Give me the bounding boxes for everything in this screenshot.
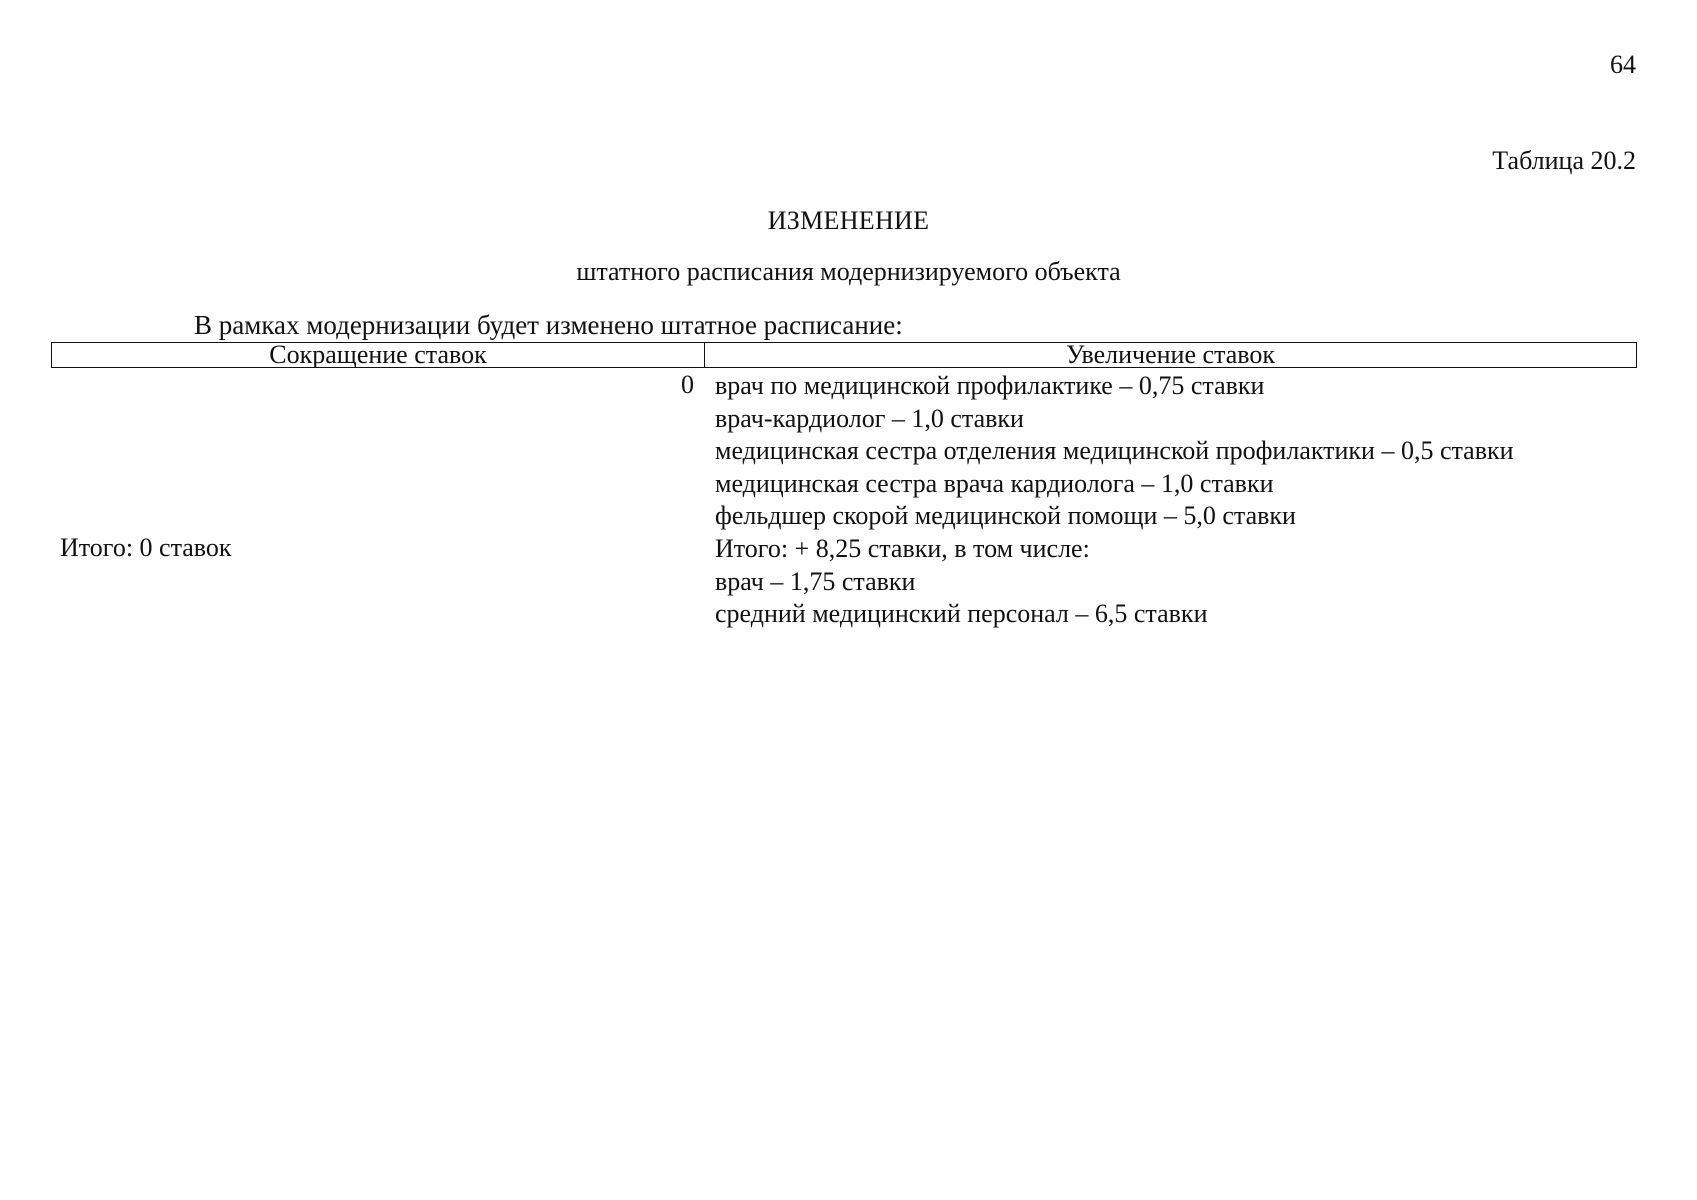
header-increase: Увеличение ставок	[1065, 343, 1275, 367]
document-subtitle: штатного расписания модернизируемого объекта	[576, 257, 1121, 286]
increase-list	[715, 370, 1514, 631]
increase-line: средний медицинский персонал – 6,5 ставки	[715, 599, 1208, 629]
increase-total: Итого: + 8,25 ставки, в том числе:	[715, 533, 1090, 563]
increase-line: фельдшер скорой медицинской помощи – 5,0 ставки	[715, 501, 1296, 531]
increase-line: врач – 1,75 ставки	[715, 566, 916, 596]
reduction-total: Итого: 0 ставок	[60, 533, 232, 562]
increase-line: медицинская сестра врача кардиолога – 1,0 ставки	[715, 468, 1274, 498]
table-header-row	[51, 342, 1637, 368]
header-reduction: Сокращение ставок	[52, 343, 705, 367]
intro-text: В рамках модернизации будет изменено штатное расписание:	[194, 310, 903, 340]
increase-line: врач-кардиолог – 1,0 ставки	[715, 403, 1024, 433]
document-title: ИЗМЕНЕНИЕ	[767, 206, 930, 235]
reduction-value: 0	[681, 370, 694, 399]
increase-line: медицинская сестра отделения медицинской профилактики – 0,5 ставки	[715, 436, 1514, 466]
page-number: 64	[1610, 50, 1636, 79]
increase-line: врач по медицинской профилактике – 0,75 ставки	[715, 371, 1265, 400]
table-number: Таблица 20.2	[1492, 146, 1636, 175]
